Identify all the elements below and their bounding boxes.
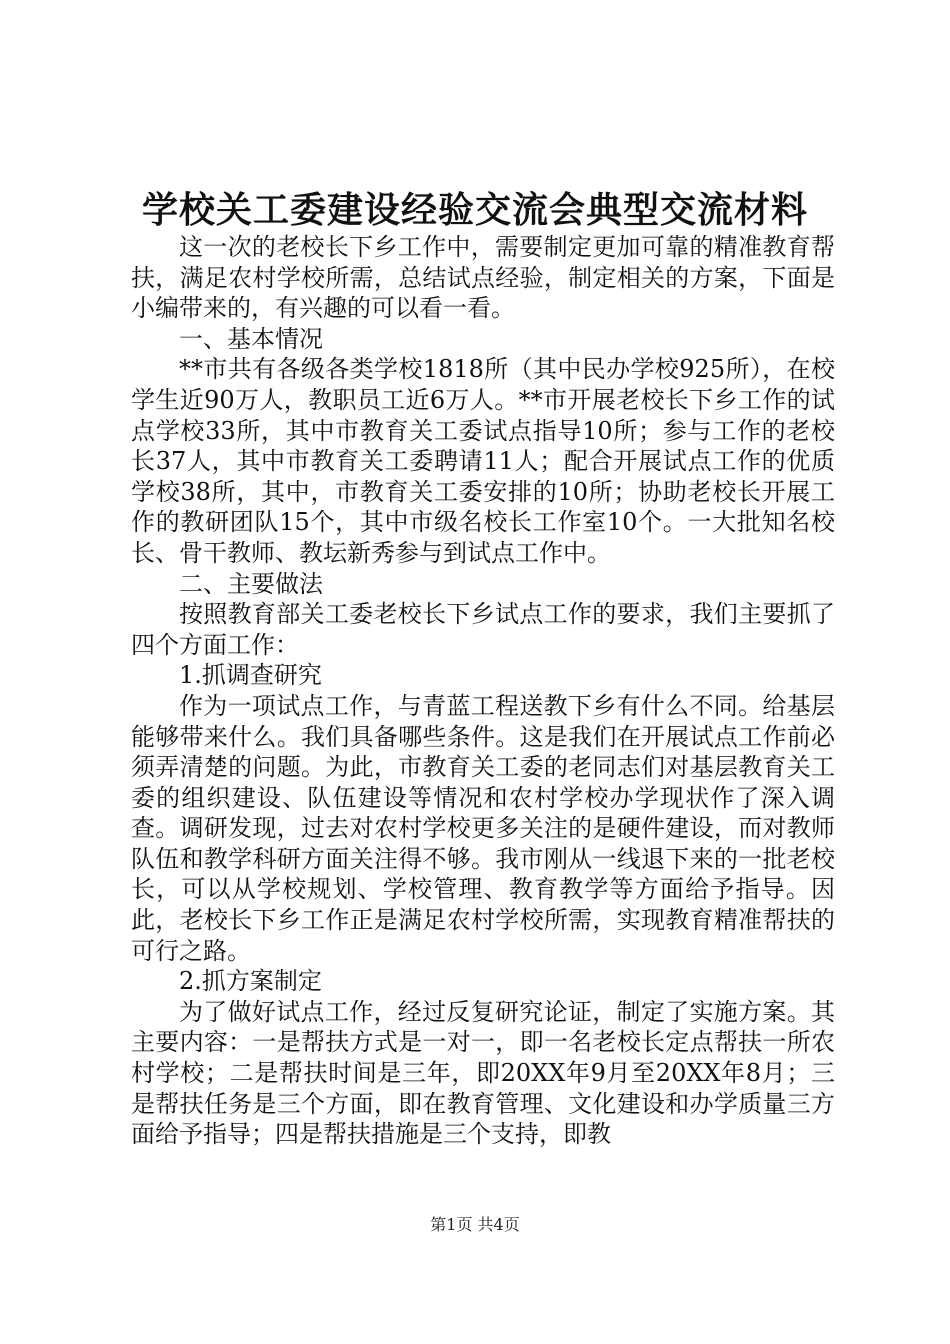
document-body <box>131 232 835 1150</box>
page-number-footer: 第1页 共4页 <box>430 1215 520 1234</box>
subheading-plan: 2.抓方案制定 <box>179 967 322 996</box>
plan-paragraph: 为了做好试点工作，经过反复研究论证，制定了实施方案。其主要内容：一是帮扶方式是一对一，即一名老校长定点帮扶一所农村学校；二是帮扶时间是三年，即20XX年9月至20XX年8月；三是帮扶任务是三个方面，即在教育管理、文化建设和办学质量三方面给予指导；四是帮扶措施是三个支持，即教 <box>131 997 835 1149</box>
section-heading-basic-situation: 一、基本情况 <box>179 324 323 353</box>
intro-paragraph: 这一次的老校长下乡工作中，需要制定更加可靠的精准教育帮扶，满足农村学校所需，总结试点经验，制定相关的方案，下面是小编带来的，有兴趣的可以看一看。 <box>131 233 835 323</box>
main-practices-paragraph: 按照教育部关工委老校长下乡试点工作的要求，我们主要抓了四个方面工作： <box>131 600 835 659</box>
basic-situation-paragraph: **市共有各级各类学校1818所（其中民办学校925所），在校学生近90万人，教职员工近6万人。**市开展老校长下乡工作的试点学校33所，其中市教育关工委试点指导10所；参与工作的老校长37人，其中市教育关工委聘请11人；配合开展试点工作的优质学校38所，其中，市教育关工委安排的10所；协助老校长开展工作的教研团队15个，其中市级名校长工作室10个。一大批知名校长、骨干教师、教坛新秀参与到试点工作中。 <box>131 355 835 567</box>
subheading-research: 1.抓调查研究 <box>179 661 322 690</box>
section-heading-main-practices: 二、主要做法 <box>179 569 323 598</box>
document-title: 学校关工委建设经验交流会典型交流材料 <box>141 189 808 231</box>
research-paragraph: 作为一项试点工作，与青蓝工程送教下乡有什么不同。给基层能够带来什么。我们具备哪些条件。这是我们在开展试点工作前必须弄清楚的问题。为此，市教育关工委的老同志们对基层教育关工委的组织建设、队伍建设等情况和农村学校办学现状作了深入调查。调研发现，过去对农村学校更多关注的是硬件建设，而对教师队伍和教学科研方面关注得不够。我市刚从一线退下来的一批老校长，可以从学校规划、学校管理、教育教学等方面给予指导。因此，老校长下乡工作正是满足农村学校所需，实现教育精准帮扶的可行之路。 <box>131 691 835 965</box>
